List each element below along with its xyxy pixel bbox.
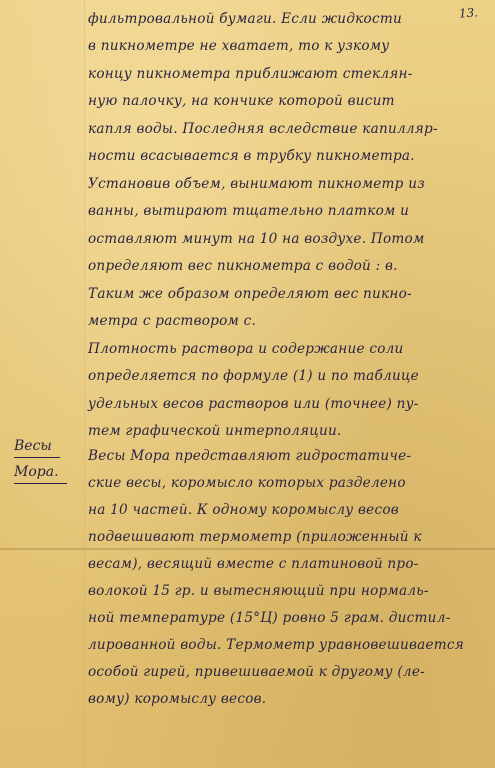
margin-rule (84, 0, 85, 768)
text-line: в пикнометре не хватает, то к узкому (88, 38, 390, 54)
text-line: ванны, вытирают тщательно платком и (88, 203, 410, 219)
text-line: ной температуре (15°Ц) ровно 5 грам. дистил- (88, 610, 451, 626)
text-line: метра с раствором с. (88, 313, 257, 329)
text-line: Установив объем, вынимают пикнометр из (88, 176, 425, 192)
margin-note-text: Весы (14, 438, 52, 454)
text-line: определяется по формуле (1) и по таблице (88, 368, 419, 384)
paper-fold-line (0, 548, 495, 550)
margin-note-underline (14, 483, 67, 485)
text-line: тем графической интерполяции. (88, 423, 342, 439)
text-line: вому) коромыслу весов. (88, 691, 267, 707)
text-line: на 10 частей. К одному коромыслу весов (88, 502, 399, 518)
text-line: определяют вес пикнометра с водой : в. (88, 258, 398, 274)
text-line: Таким же образом определяют вес пикно- (88, 286, 412, 302)
text-line: Весы Мора представляют гидростатиче- (88, 448, 412, 464)
margin-note-text: Мора. (14, 464, 59, 480)
margin-note-1 (14, 438, 52, 454)
text-line: ности всасывается в трубку пикнометра. (88, 148, 415, 164)
text-line: волокой 15 гр. и вытесняющий при нормаль- (88, 583, 429, 599)
margin-note-underline (14, 457, 60, 459)
text-line: фильтровальной бумаги. Если жидкости (88, 11, 402, 27)
text-line: подвешивают термометр (приложенный к (88, 529, 422, 545)
margin-note-2 (14, 464, 59, 480)
text-line: концу пикнометра приближают стеклян- (88, 66, 413, 82)
text-line: ную палочку, на кончике которой висит (88, 93, 395, 109)
text-line: лированной воды. Термометр уравновешивается (88, 637, 465, 653)
text-line: удельных весов растворов или (точнее) пу- (88, 396, 419, 412)
text-line: весам), весящий вместе с платиновой про- (88, 556, 419, 572)
text-line: оставляют минут на 10 на воздухе. Потом (88, 231, 425, 247)
text-line: особой гирей, привешиваемой к другому (ле- (88, 664, 425, 680)
text-line: капля воды. Последняя вследствие капилляр- (88, 121, 438, 137)
page-number: 13. (458, 5, 479, 21)
text-line: ские весы, коромысло которых разделено (88, 475, 406, 491)
text-line: Плотность раствора и содержание соли (88, 341, 404, 357)
